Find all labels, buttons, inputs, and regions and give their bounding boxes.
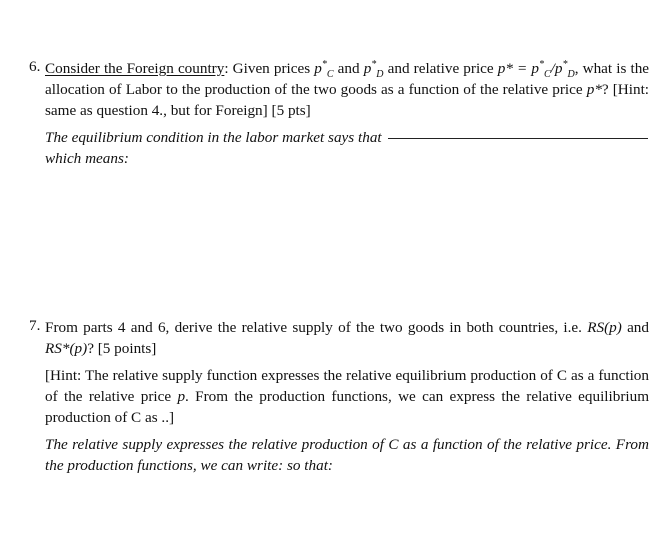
question-number: 7. (29, 317, 41, 334)
answer-blank-line[interactable] (388, 137, 648, 139)
price-d: $p^*_D$ (363, 58, 384, 81)
question-6 (29, 58, 649, 169)
question-number: 6. (29, 58, 41, 75)
question-7-body (45, 317, 649, 476)
question-6-answer: The equilibrium condition in the labor market says that which means: (45, 127, 649, 169)
question-6-prompt: Consider the Foreign country: Given prices $p^*_C$ and $p^*_D$ and relative price $p* = p^*_C/p^*_D$, what is the allocation of Labor to the production of the two goods as a function of the relative price p*? [Hint: same as question 4., but for Foreign] [5 pts] (45, 58, 650, 119)
price-c: $p^*_C$ (314, 58, 334, 81)
question-6-lead: Consider the Foreign country (45, 60, 225, 77)
relative-price: $p* = p^*_C/p^*_D$ (497, 58, 575, 81)
question-6-body (45, 58, 649, 169)
question-7-answer: The relative supply expresses the relative production of C as a function of the relative price. From the production functions, we can write: so that: (45, 436, 649, 474)
question-7-prompt: From parts 4 and 6, derive the relative supply of the two goods in both countries, i.e. RS(p) and RS*(p)? [5 points] (45, 319, 649, 357)
question-7-hint: [Hint: The relative supply function expresses the relative equilibrium production of C as a function of the relative price p. From the production functions, we can express the relative equilibrium production of C as ..] (45, 367, 650, 426)
question-7 (29, 317, 649, 476)
